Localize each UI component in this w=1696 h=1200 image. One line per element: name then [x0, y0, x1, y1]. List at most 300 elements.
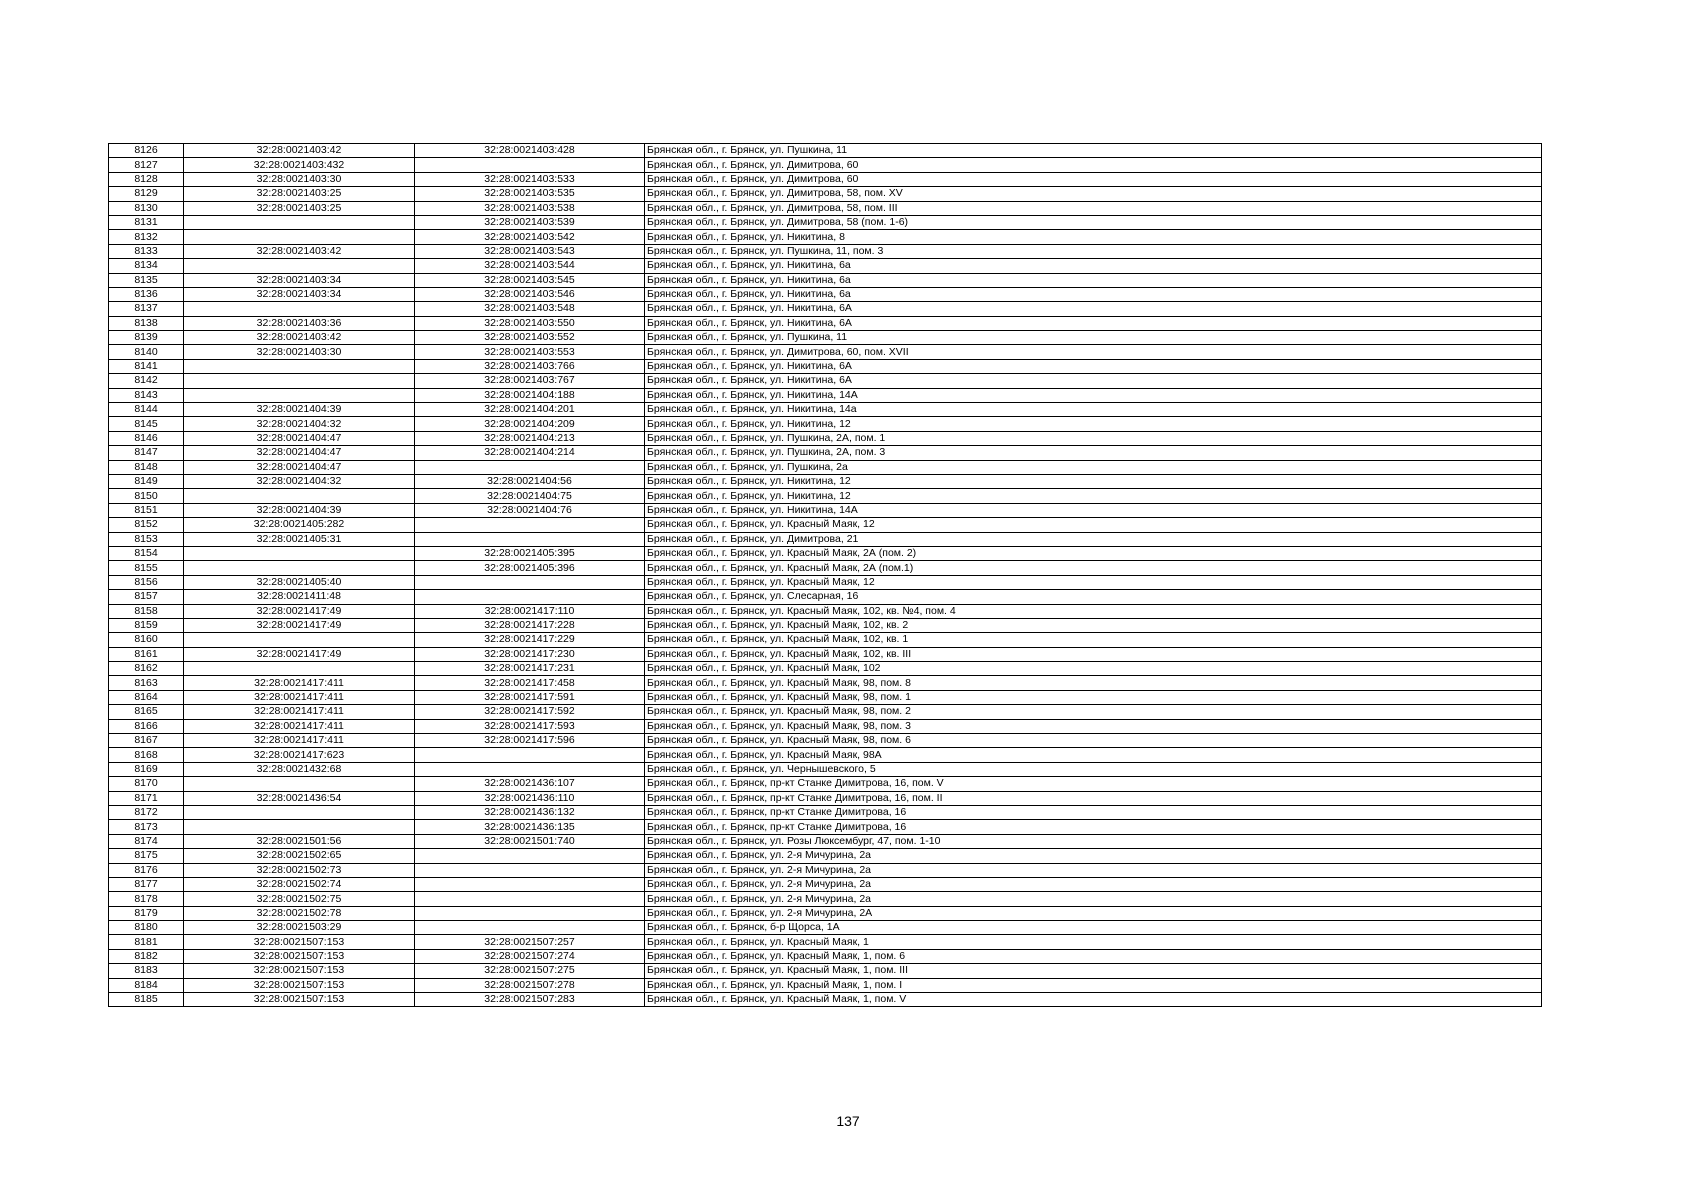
table-row [109, 906, 1542, 920]
parent-cadastral-number-cell [184, 489, 415, 503]
table-row [109, 748, 1542, 762]
row-number-cell: 8151 [109, 503, 184, 517]
cadastral-number-cell: 32:28:0021501:740 [415, 834, 645, 848]
address-cell: Брянская обл., г. Брянск, ул. Красный Маяк, 98, пом. 6 [645, 734, 1542, 748]
address-cell: Брянская обл., г. Брянск, ул. Димитрова, 58, пом. III [645, 201, 1542, 215]
row-number-cell: 8183 [109, 964, 184, 978]
row-number-cell: 8147 [109, 446, 184, 460]
row-number-cell: 8139 [109, 331, 184, 345]
parent-cadastral-number-cell [184, 259, 415, 273]
table-row [109, 503, 1542, 517]
address-cell: Брянская обл., г. Брянск, ул. Красный Маяк, 98, пом. 3 [645, 719, 1542, 733]
row-number-cell: 8181 [109, 935, 184, 949]
table-row [109, 316, 1542, 330]
cadastral-number-cell: 32:28:0021436:132 [415, 805, 645, 819]
address-cell: Брянская обл., г. Брянск, ул. 2-я Мичурина, 2а [645, 877, 1542, 891]
parent-cadastral-number-cell: 32:28:0021403:42 [184, 331, 415, 345]
cadastral-number-cell: 32:28:0021403:767 [415, 374, 645, 388]
cadastral-number-cell: 32:28:0021403:533 [415, 172, 645, 186]
address-cell: Брянская обл., г. Брянск, ул. Слесарная, 16 [645, 590, 1542, 604]
address-cell: Брянская обл., г. Брянск, ул. Красный Маяк, 98, пом. 2 [645, 705, 1542, 719]
parent-cadastral-number-cell: 32:28:0021405:40 [184, 575, 415, 589]
address-cell: Брянская обл., г. Брянск, пр-кт Станке Димитрова, 16 [645, 805, 1542, 819]
row-number-cell: 8153 [109, 532, 184, 546]
row-number-cell: 8127 [109, 158, 184, 172]
row-number-cell: 8128 [109, 172, 184, 186]
parent-cadastral-number-cell: 32:28:0021507:153 [184, 935, 415, 949]
parent-cadastral-number-cell: 32:28:0021403:34 [184, 287, 415, 301]
table-row [109, 287, 1542, 301]
row-number-cell: 8178 [109, 892, 184, 906]
parent-cadastral-number-cell [184, 359, 415, 373]
cadastral-number-cell: 32:28:0021403:553 [415, 345, 645, 359]
table-row [109, 331, 1542, 345]
parent-cadastral-number-cell: 32:28:0021404:32 [184, 417, 415, 431]
parent-cadastral-number-cell: 32:28:0021417:411 [184, 690, 415, 704]
parent-cadastral-number-cell: 32:28:0021502:74 [184, 877, 415, 891]
address-cell: Брянская обл., г. Брянск, ул. Димитрова, 21 [645, 532, 1542, 546]
row-number-cell: 8149 [109, 474, 184, 488]
table-row [109, 244, 1542, 258]
parent-cadastral-number-cell [184, 777, 415, 791]
table-row [109, 935, 1542, 949]
parent-cadastral-number-cell [184, 302, 415, 316]
cadastral-number-cell [415, 892, 645, 906]
table-row [109, 719, 1542, 733]
address-cell: Брянская обл., г. Брянск, ул. Никитина, 6а [645, 259, 1542, 273]
cadastral-number-cell: 32:28:0021403:552 [415, 331, 645, 345]
address-cell: Брянская обл., г. Брянск, пр-кт Станке Димитрова, 16, пом. V [645, 777, 1542, 791]
table-row [109, 518, 1542, 532]
cadastral-number-cell [415, 158, 645, 172]
table-row [109, 230, 1542, 244]
parent-cadastral-number-cell: 32:28:0021411:48 [184, 590, 415, 604]
address-cell: Брянская обл., г. Брянск, ул. Никитина, 6А [645, 316, 1542, 330]
table-row [109, 604, 1542, 618]
address-cell: Брянская обл., г. Брянск, ул. Красный Маяк, 1, пом. 6 [645, 949, 1542, 963]
address-cell: Брянская обл., г. Брянск, ул. Красный Маяк, 102 [645, 662, 1542, 676]
address-cell: Брянская обл., г. Брянск, ул. Красный Маяк, 1 [645, 935, 1542, 949]
registry-table-body [109, 144, 1542, 1007]
parent-cadastral-number-cell: 32:28:0021417:411 [184, 719, 415, 733]
cadastral-number-cell: 32:28:0021417:230 [415, 647, 645, 661]
parent-cadastral-number-cell: 32:28:0021417:623 [184, 748, 415, 762]
row-number-cell: 8166 [109, 719, 184, 733]
address-cell: Брянская обл., г. Брянск, ул. Никитина, 6А [645, 302, 1542, 316]
table-row [109, 647, 1542, 661]
row-number-cell: 8138 [109, 316, 184, 330]
parent-cadastral-number-cell [184, 388, 415, 402]
address-cell: Брянская обл., г. Брянск, ул. Никитина, 12 [645, 489, 1542, 503]
parent-cadastral-number-cell: 32:28:0021417:411 [184, 676, 415, 690]
row-number-cell: 8126 [109, 144, 184, 158]
table-row [109, 662, 1542, 676]
cadastral-number-cell [415, 575, 645, 589]
page-number: 137 [836, 1113, 860, 1129]
parent-cadastral-number-cell: 32:28:0021417:411 [184, 705, 415, 719]
cadastral-number-cell: 32:28:0021417:458 [415, 676, 645, 690]
parent-cadastral-number-cell: 32:28:0021405:282 [184, 518, 415, 532]
table-row [109, 273, 1542, 287]
parent-cadastral-number-cell [184, 805, 415, 819]
address-cell: Брянская обл., г. Брянск, ул. Красный Маяк, 2А (пом.1) [645, 561, 1542, 575]
row-number-cell: 8177 [109, 877, 184, 891]
table-row [109, 302, 1542, 316]
parent-cadastral-number-cell: 32:28:0021403:30 [184, 345, 415, 359]
address-cell: Брянская обл., г. Брянск, ул. Красный Маяк, 2А (пом. 2) [645, 546, 1542, 560]
table-row [109, 590, 1542, 604]
address-cell: Брянская обл., г. Брянск, ул. Розы Люксембург, 47, пом. 1-10 [645, 834, 1542, 848]
address-cell: Брянская обл., г. Брянск, ул. Димитрова, 58 (пом. 1-6) [645, 215, 1542, 229]
table-row [109, 964, 1542, 978]
parent-cadastral-number-cell [184, 374, 415, 388]
address-cell: Брянская обл., г. Брянск, ул. Никитина, 6а [645, 273, 1542, 287]
cadastral-number-cell [415, 518, 645, 532]
row-number-cell: 8170 [109, 777, 184, 791]
cadastral-number-cell: 32:28:0021403:545 [415, 273, 645, 287]
cadastral-number-cell: 32:28:0021403:548 [415, 302, 645, 316]
row-number-cell: 8180 [109, 921, 184, 935]
cadastral-number-cell [415, 532, 645, 546]
table-row [109, 690, 1542, 704]
address-cell: Брянская обл., г. Брянск, ул. Красный Маяк, 1, пом. V [645, 993, 1542, 1007]
row-number-cell: 8158 [109, 604, 184, 618]
row-number-cell: 8167 [109, 734, 184, 748]
parent-cadastral-number-cell: 32:28:0021404:32 [184, 474, 415, 488]
table-row [109, 417, 1542, 431]
table-row [109, 892, 1542, 906]
cadastral-number-cell: 32:28:0021404:201 [415, 403, 645, 417]
row-number-cell: 8130 [109, 201, 184, 215]
address-cell: Брянская обл., г. Брянск, ул. Димитрова, 60, пом. XVII [645, 345, 1542, 359]
row-number-cell: 8161 [109, 647, 184, 661]
row-number-cell: 8148 [109, 460, 184, 474]
cadastral-number-cell [415, 748, 645, 762]
cadastral-number-cell: 32:28:0021507:257 [415, 935, 645, 949]
address-cell: Брянская обл., г. Брянск, ул. Никитина, 6А [645, 374, 1542, 388]
cadastral-number-cell: 32:28:0021436:110 [415, 791, 645, 805]
table-row [109, 633, 1542, 647]
table-row [109, 834, 1542, 848]
parent-cadastral-number-cell: 32:28:0021404:39 [184, 403, 415, 417]
parent-cadastral-number-cell: 32:28:0021417:411 [184, 734, 415, 748]
cadastral-number-cell: 32:28:0021417:592 [415, 705, 645, 719]
address-cell: Брянская обл., г. Брянск, ул. Красный Маяк, 102, кв. III [645, 647, 1542, 661]
table-row [109, 374, 1542, 388]
table-row [109, 676, 1542, 690]
parent-cadastral-number-cell: 32:28:0021432:68 [184, 762, 415, 776]
parent-cadastral-number-cell: 32:28:0021403:42 [184, 244, 415, 258]
address-cell: Брянская обл., г. Брянск, ул. Красный Маяк, 1, пом. I [645, 978, 1542, 992]
address-cell: Брянская обл., г. Брянск, ул. Красный Маяк, 1, пом. III [645, 964, 1542, 978]
row-number-cell: 8162 [109, 662, 184, 676]
address-cell: Брянская обл., г. Брянск, ул. 2-я Мичурина, 2а [645, 892, 1542, 906]
row-number-cell: 8132 [109, 230, 184, 244]
parent-cadastral-number-cell: 32:28:0021502:78 [184, 906, 415, 920]
address-cell: Брянская обл., г. Брянск, ул. Красный Маяк, 102, кв. 2 [645, 618, 1542, 632]
address-cell: Брянская обл., г. Брянск, ул. Никитина, 14А [645, 503, 1542, 517]
row-number-cell: 8185 [109, 993, 184, 1007]
cadastral-number-cell: 32:28:0021403:766 [415, 359, 645, 373]
parent-cadastral-number-cell: 32:28:0021403:432 [184, 158, 415, 172]
cadastral-number-cell: 32:28:0021436:135 [415, 820, 645, 834]
table-row [109, 921, 1542, 935]
table-row [109, 791, 1542, 805]
parent-cadastral-number-cell: 32:28:0021436:54 [184, 791, 415, 805]
row-number-cell: 8157 [109, 590, 184, 604]
row-number-cell: 8159 [109, 618, 184, 632]
table-row [109, 158, 1542, 172]
table-row [109, 201, 1542, 215]
parent-cadastral-number-cell [184, 546, 415, 560]
parent-cadastral-number-cell: 32:28:0021417:49 [184, 618, 415, 632]
table-row [109, 618, 1542, 632]
address-cell: Брянская обл., г. Брянск, ул. Красный Маяк, 98А [645, 748, 1542, 762]
cadastral-number-cell [415, 906, 645, 920]
address-cell: Брянская обл., г. Брянск, ул. Димитрова, 60 [645, 172, 1542, 186]
cadastral-number-cell: 32:28:0021404:75 [415, 489, 645, 503]
row-number-cell: 8156 [109, 575, 184, 589]
table-row [109, 978, 1542, 992]
address-cell: Брянская обл., г. Брянск, ул. Никитина, 12 [645, 417, 1542, 431]
cadastral-number-cell: 32:28:0021403:546 [415, 287, 645, 301]
parent-cadastral-number-cell: 32:28:0021501:56 [184, 834, 415, 848]
address-cell: Брянская обл., г. Брянск, ул. Никитина, 14а [645, 403, 1542, 417]
row-number-cell: 8140 [109, 345, 184, 359]
cadastral-number-cell: 32:28:0021404:56 [415, 474, 645, 488]
parent-cadastral-number-cell: 32:28:0021507:153 [184, 993, 415, 1007]
address-cell: Брянская обл., г. Брянск, ул. Красный Маяк, 12 [645, 518, 1542, 532]
table-row [109, 863, 1542, 877]
table-row [109, 388, 1542, 402]
parent-cadastral-number-cell: 32:28:0021503:29 [184, 921, 415, 935]
row-number-cell: 8141 [109, 359, 184, 373]
row-number-cell: 8171 [109, 791, 184, 805]
cadastral-number-cell: 32:28:0021404:209 [415, 417, 645, 431]
address-cell: Брянская обл., г. Брянск, ул. Димитрова, 58, пом. XV [645, 187, 1542, 201]
row-number-cell: 8179 [109, 906, 184, 920]
registry-table [108, 143, 1542, 1007]
parent-cadastral-number-cell: 32:28:0021507:153 [184, 964, 415, 978]
address-cell: Брянская обл., г. Брянск, ул. Никитина, 6А [645, 359, 1542, 373]
cadastral-number-cell: 32:28:0021404:214 [415, 446, 645, 460]
parent-cadastral-number-cell [184, 820, 415, 834]
parent-cadastral-number-cell: 32:28:0021404:47 [184, 446, 415, 460]
parent-cadastral-number-cell: 32:28:0021403:42 [184, 144, 415, 158]
row-number-cell: 8150 [109, 489, 184, 503]
row-number-cell: 8135 [109, 273, 184, 287]
row-number-cell: 8163 [109, 676, 184, 690]
cadastral-number-cell: 32:28:0021417:110 [415, 604, 645, 618]
parent-cadastral-number-cell: 32:28:0021502:73 [184, 863, 415, 877]
cadastral-number-cell: 32:28:0021417:593 [415, 719, 645, 733]
cadastral-number-cell: 32:28:0021417:231 [415, 662, 645, 676]
cadastral-number-cell: 32:28:0021417:228 [415, 618, 645, 632]
parent-cadastral-number-cell: 32:28:0021502:65 [184, 849, 415, 863]
row-number-cell: 8152 [109, 518, 184, 532]
address-cell: Брянская обл., г. Брянск, б-р Щорса, 1А [645, 921, 1542, 935]
address-cell: Брянская обл., г. Брянск, ул. Красный Маяк, 12 [645, 575, 1542, 589]
cadastral-number-cell: 32:28:0021403:539 [415, 215, 645, 229]
row-number-cell: 8160 [109, 633, 184, 647]
parent-cadastral-number-cell: 32:28:0021417:49 [184, 604, 415, 618]
table-row [109, 215, 1542, 229]
cadastral-number-cell: 32:28:0021405:395 [415, 546, 645, 560]
cadastral-number-cell: 32:28:0021507:283 [415, 993, 645, 1007]
parent-cadastral-number-cell: 32:28:0021404:39 [184, 503, 415, 517]
parent-cadastral-number-cell: 32:28:0021403:25 [184, 201, 415, 215]
cadastral-number-cell: 32:28:0021436:107 [415, 777, 645, 791]
row-number-cell: 8164 [109, 690, 184, 704]
cadastral-number-cell: 32:28:0021403:550 [415, 316, 645, 330]
cadastral-number-cell: 32:28:0021403:542 [415, 230, 645, 244]
table-row [109, 561, 1542, 575]
address-cell: Брянская обл., г. Брянск, ул. Красный Маяк, 102, кв. №4, пом. 4 [645, 604, 1542, 618]
row-number-cell: 8133 [109, 244, 184, 258]
cadastral-number-cell: 32:28:0021403:538 [415, 201, 645, 215]
table-row [109, 705, 1542, 719]
cadastral-number-cell [415, 849, 645, 863]
row-number-cell: 8175 [109, 849, 184, 863]
address-cell: Брянская обл., г. Брянск, ул. Никитина, 6а [645, 287, 1542, 301]
address-cell: Брянская обл., г. Брянск, ул. Никитина, 8 [645, 230, 1542, 244]
address-cell: Брянская обл., г. Брянск, ул. 2-я Мичурина, 2а [645, 863, 1542, 877]
table-row [109, 431, 1542, 445]
address-cell: Брянская обл., г. Брянск, ул. Пушкина, 11 [645, 144, 1542, 158]
address-cell: Брянская обл., г. Брянск, ул. Никитина, 12 [645, 474, 1542, 488]
cadastral-number-cell: 32:28:0021417:591 [415, 690, 645, 704]
table-row [109, 172, 1542, 186]
address-cell: Брянская обл., г. Брянск, ул. Пушкина, 11 [645, 331, 1542, 345]
cadastral-number-cell: 32:28:0021403:544 [415, 259, 645, 273]
cadastral-number-cell: 32:28:0021417:596 [415, 734, 645, 748]
cadastral-number-cell: 32:28:0021403:543 [415, 244, 645, 258]
address-cell: Брянская обл., г. Брянск, ул. 2-я Мичурина, 2а [645, 849, 1542, 863]
row-number-cell: 8165 [109, 705, 184, 719]
table-row [109, 820, 1542, 834]
table-row [109, 446, 1542, 460]
table-row [109, 187, 1542, 201]
cadastral-number-cell [415, 762, 645, 776]
table-row [109, 575, 1542, 589]
address-cell: Брянская обл., г. Брянск, ул. Красный Маяк, 102, кв. 1 [645, 633, 1542, 647]
table-row [109, 777, 1542, 791]
parent-cadastral-number-cell: 32:28:0021507:153 [184, 949, 415, 963]
table-row [109, 734, 1542, 748]
address-cell: Брянская обл., г. Брянск, пр-кт Станке Димитрова, 16 [645, 820, 1542, 834]
table-row [109, 762, 1542, 776]
parent-cadastral-number-cell [184, 633, 415, 647]
address-cell: Брянская обл., г. Брянск, ул. Никитина, 14А [645, 388, 1542, 402]
cadastral-number-cell: 32:28:0021417:229 [415, 633, 645, 647]
table-row [109, 359, 1542, 373]
parent-cadastral-number-cell: 32:28:0021405:31 [184, 532, 415, 546]
cadastral-number-cell [415, 921, 645, 935]
table-row [109, 849, 1542, 863]
parent-cadastral-number-cell: 32:28:0021404:47 [184, 431, 415, 445]
row-number-cell: 8144 [109, 403, 184, 417]
table-row [109, 546, 1542, 560]
address-cell: Брянская обл., г. Брянск, ул. Димитрова, 60 [645, 158, 1542, 172]
row-number-cell: 8173 [109, 820, 184, 834]
row-number-cell: 8174 [109, 834, 184, 848]
row-number-cell: 8168 [109, 748, 184, 762]
row-number-cell: 8131 [109, 215, 184, 229]
address-cell: Брянская обл., г. Брянск, ул. Пушкина, 2А, пом. 3 [645, 446, 1542, 460]
parent-cadastral-number-cell: 32:28:0021403:34 [184, 273, 415, 287]
table-row [109, 949, 1542, 963]
address-cell: Брянская обл., г. Брянск, пр-кт Станке Димитрова, 16, пом. II [645, 791, 1542, 805]
parent-cadastral-number-cell: 32:28:0021502:75 [184, 892, 415, 906]
address-cell: Брянская обл., г. Брянск, ул. Чернышевского, 5 [645, 762, 1542, 776]
cadastral-number-cell: 32:28:0021507:278 [415, 978, 645, 992]
parent-cadastral-number-cell: 32:28:0021417:49 [184, 647, 415, 661]
cadastral-number-cell [415, 863, 645, 877]
cadastral-number-cell [415, 590, 645, 604]
cadastral-number-cell [415, 460, 645, 474]
parent-cadastral-number-cell: 32:28:0021403:30 [184, 172, 415, 186]
address-cell: Брянская обл., г. Брянск, ул. Пушкина, 2а [645, 460, 1542, 474]
parent-cadastral-number-cell [184, 215, 415, 229]
row-number-cell: 8155 [109, 561, 184, 575]
table-row [109, 345, 1542, 359]
table-row [109, 460, 1542, 474]
row-number-cell: 8129 [109, 187, 184, 201]
cadastral-number-cell: 32:28:0021507:274 [415, 949, 645, 963]
row-number-cell: 8172 [109, 805, 184, 819]
cadastral-number-cell: 32:28:0021405:396 [415, 561, 645, 575]
table-row [109, 805, 1542, 819]
cadastral-number-cell: 32:28:0021404:76 [415, 503, 645, 517]
row-number-cell: 8176 [109, 863, 184, 877]
parent-cadastral-number-cell: 32:28:0021403:25 [184, 187, 415, 201]
row-number-cell: 8143 [109, 388, 184, 402]
parent-cadastral-number-cell [184, 662, 415, 676]
row-number-cell: 8184 [109, 978, 184, 992]
table-row [109, 474, 1542, 488]
row-number-cell: 8154 [109, 546, 184, 560]
table-row [109, 489, 1542, 503]
cadastral-number-cell [415, 877, 645, 891]
table-row [109, 403, 1542, 417]
address-cell: Брянская обл., г. Брянск, ул. Красный Маяк, 98, пом. 8 [645, 676, 1542, 690]
row-number-cell: 8142 [109, 374, 184, 388]
cadastral-number-cell: 32:28:0021403:535 [415, 187, 645, 201]
table-row [109, 532, 1542, 546]
row-number-cell: 8145 [109, 417, 184, 431]
address-cell: Брянская обл., г. Брянск, ул. Пушкина, 2А, пом. 1 [645, 431, 1542, 445]
table-row [109, 259, 1542, 273]
address-cell: Брянская обл., г. Брянск, ул. Красный Маяк, 98, пом. 1 [645, 690, 1542, 704]
address-cell: Брянская обл., г. Брянск, ул. Пушкина, 11, пом. 3 [645, 244, 1542, 258]
parent-cadastral-number-cell: 32:28:0021404:47 [184, 460, 415, 474]
parent-cadastral-number-cell: 32:28:0021507:153 [184, 978, 415, 992]
cadastral-number-cell: 32:28:0021403:428 [415, 144, 645, 158]
row-number-cell: 8146 [109, 431, 184, 445]
parent-cadastral-number-cell: 32:28:0021403:36 [184, 316, 415, 330]
row-number-cell: 8137 [109, 302, 184, 316]
row-number-cell: 8169 [109, 762, 184, 776]
address-cell: Брянская обл., г. Брянск, ул. 2-я Мичурина, 2А [645, 906, 1542, 920]
parent-cadastral-number-cell [184, 561, 415, 575]
cadastral-number-cell: 32:28:0021404:213 [415, 431, 645, 445]
row-number-cell: 8136 [109, 287, 184, 301]
table-row [109, 993, 1542, 1007]
cadastral-number-cell: 32:28:0021507:275 [415, 964, 645, 978]
table-row [109, 877, 1542, 891]
row-number-cell: 8182 [109, 949, 184, 963]
row-number-cell: 8134 [109, 259, 184, 273]
